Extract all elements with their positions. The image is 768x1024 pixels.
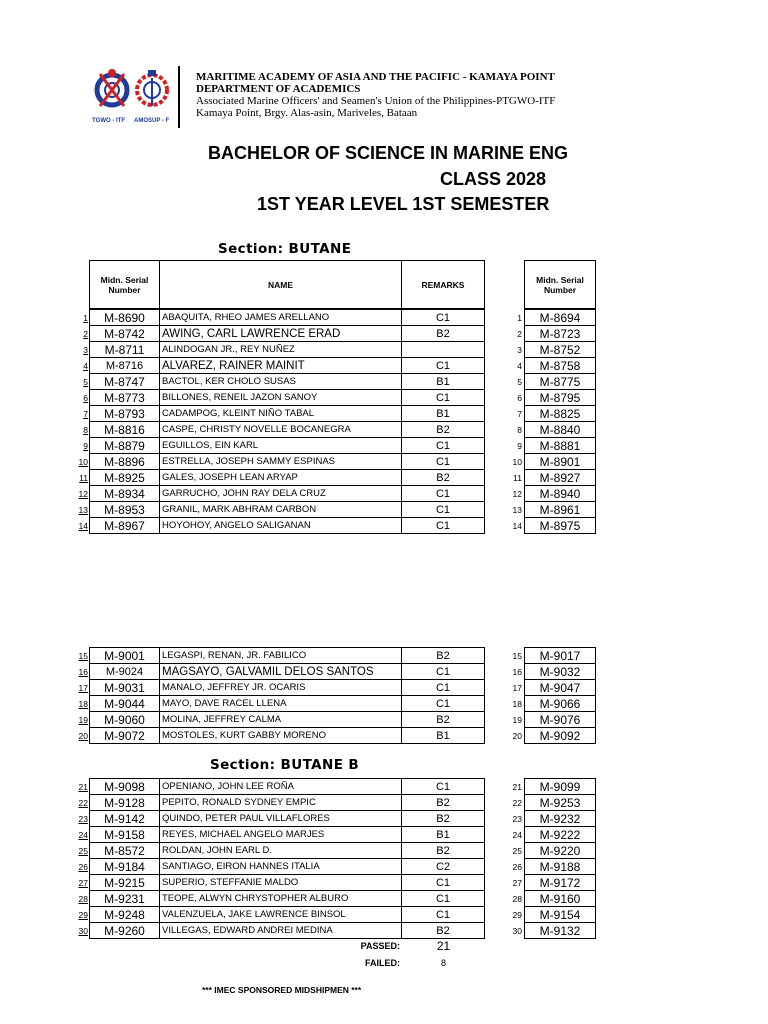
serial-cell: M-8967 <box>90 518 160 534</box>
remarks-cell: C1 <box>402 310 485 326</box>
table-row <box>90 310 485 326</box>
right-table-row <box>525 342 596 358</box>
serial-cell: M-8934 <box>90 486 160 502</box>
right-table-row <box>525 374 596 390</box>
right-serial-cell: M-8775 <box>525 374 596 390</box>
right-row-number: 23 <box>512 814 522 824</box>
passed-label: PASSED: <box>360 941 400 951</box>
tgwo-emblem <box>97 69 127 106</box>
serial-cell: M-8816 <box>90 422 160 438</box>
remarks-cell: C1 <box>402 779 485 795</box>
right-row-number: 11 <box>513 473 522 483</box>
right-table-row <box>525 827 596 843</box>
name-cell: EGUILLOS, EIN KARL <box>160 438 402 454</box>
right-serial-cell: M-8881 <box>525 438 596 454</box>
serial-cell: M-9215 <box>90 875 160 891</box>
table-row <box>90 811 485 827</box>
serial-cell: M-9231 <box>90 891 160 907</box>
right-table-row <box>525 664 596 680</box>
remarks-cell: B2 <box>402 648 485 664</box>
row-number: 7 <box>83 409 88 419</box>
right-table-row <box>525 310 596 326</box>
roster-table-block-2 <box>89 647 485 744</box>
row-number: 16 <box>78 667 88 677</box>
row-number: 27 <box>78 878 88 888</box>
table-row <box>90 374 485 390</box>
remarks-cell: C1 <box>402 680 485 696</box>
right-serial-column-header: Midn. Serial Number <box>525 261 596 309</box>
right-table-row <box>525 811 596 827</box>
right-serial-cell: M-8961 <box>525 502 596 518</box>
table-row <box>90 326 485 342</box>
row-number: 19 <box>78 715 88 725</box>
name-cell: ALINDOGAN JR., REY NUÑEZ <box>160 342 402 358</box>
table-row <box>90 438 485 454</box>
right-serial-cell: M-9154 <box>525 907 596 923</box>
right-table-row <box>525 859 596 875</box>
name-cell: GARRUCHO, JOHN RAY DELA CRUZ <box>160 486 402 502</box>
right-row-number: 30 <box>512 926 522 936</box>
remarks-cell: C1 <box>402 907 485 923</box>
name-cell: ESTRELLA, JOSEPH SAMMY ESPINAS <box>160 454 402 470</box>
right-serial-cell: M-8927 <box>525 470 596 486</box>
table-row <box>90 875 485 891</box>
table-row <box>90 342 485 358</box>
table-row <box>90 680 485 696</box>
row-number: 25 <box>78 846 88 856</box>
name-cell: VALENZUELA, JAKE LAWRENCE BINSOL <box>160 907 402 923</box>
right-row-number: 6 <box>517 393 522 403</box>
name-cell: MOSTOLES, KURT GABBY MORENO <box>160 728 402 744</box>
right-table-row <box>525 486 596 502</box>
right-table-row <box>525 728 596 744</box>
right-serial-cell: M-9092 <box>525 728 596 744</box>
serial-cell: M-9098 <box>90 779 160 795</box>
failed-count: 8 <box>440 958 446 968</box>
name-cell: BILLONES, RENEIL JAZON SANOY <box>160 390 402 406</box>
right-row-number: 27 <box>512 878 522 888</box>
row-number: 2 <box>83 329 88 339</box>
name-cell: MAYO, DAVE RACEL LLENA <box>160 696 402 712</box>
name-cell: TEOPE, ALWYN CHRYSTOPHER ALBURO <box>160 891 402 907</box>
right-serial-cell: M-9188 <box>525 859 596 875</box>
right-serial-cell: M-9132 <box>525 923 596 939</box>
institution-name: MARITIME ACADEMY OF ASIA AND THE PACIFIC - KAMAYA POINT <box>196 71 555 83</box>
serial-cell: M-9001 <box>90 648 160 664</box>
remarks-cell: C1 <box>402 696 485 712</box>
right-row-number: 15 <box>512 651 522 661</box>
remarks-column-header: REMARKS <box>402 261 485 309</box>
serial-cell: M-8716 <box>90 358 160 374</box>
right-table-row <box>525 843 596 859</box>
roster-header-table <box>89 260 485 309</box>
right-row-number: 8 <box>517 425 522 435</box>
serial-cell: M-9072 <box>90 728 160 744</box>
address: Kamaya Point, Brgy. Alas-asin, Mariveles, Bataan <box>196 107 418 119</box>
name-cell: GALES, JOSEPH LEAN ARYAP <box>160 470 402 486</box>
right-serial-cell: M-9222 <box>525 827 596 843</box>
right-serial-cell: M-8723 <box>525 326 596 342</box>
serial-cell: M-8747 <box>90 374 160 390</box>
name-cell: MAGSAYO, GALVAMIL DELOS SANTOS <box>160 664 402 680</box>
right-table-row <box>525 502 596 518</box>
table-row <box>90 470 485 486</box>
row-number: 21 <box>78 782 88 792</box>
table-row <box>90 502 485 518</box>
serial-cell: M-8690 <box>90 310 160 326</box>
serial-cell: M-9142 <box>90 811 160 827</box>
row-number: 8 <box>83 425 88 435</box>
remarks-cell: C1 <box>402 358 485 374</box>
right-serial-cell: M-8758 <box>525 358 596 374</box>
department-name: DEPARTMENT OF ACADEMICS <box>196 83 361 95</box>
table-row <box>90 696 485 712</box>
serial-cell: M-9031 <box>90 680 160 696</box>
right-row-number: 13 <box>512 505 522 515</box>
right-table-row <box>525 648 596 664</box>
program-title: BACHELOR OF SCIENCE IN MARINE ENG <box>208 143 569 163</box>
right-table-row <box>525 454 596 470</box>
name-cell: MANALO, JEFFREY JR. OCARIS <box>160 680 402 696</box>
name-column-header: NAME <box>160 261 402 309</box>
right-table-row <box>525 422 596 438</box>
row-number: 3 <box>83 345 88 355</box>
row-number: 18 <box>78 699 88 709</box>
row-number: 11 <box>79 473 88 483</box>
table-row <box>90 422 485 438</box>
roster-table-block-1 <box>89 309 485 534</box>
header-divider <box>178 66 180 128</box>
right-serial-cell: M-9017 <box>525 648 596 664</box>
right-row-number: 20 <box>512 731 522 741</box>
row-number: 1 <box>83 313 88 323</box>
table-row <box>90 454 485 470</box>
amosup-emblem <box>137 70 167 106</box>
remarks-cell: B2 <box>402 811 485 827</box>
serial-cell: M-9060 <box>90 712 160 728</box>
remarks-cell: B2 <box>402 326 485 342</box>
class-title: CLASS 2028 <box>440 169 547 189</box>
right-roster-table-block-2 <box>524 647 596 744</box>
row-number: 28 <box>78 894 88 904</box>
remarks-cell: C1 <box>402 454 485 470</box>
right-row-number: 14 <box>512 521 522 531</box>
name-cell: MOLINA, JEFFREY CALMA <box>160 712 402 728</box>
right-serial-cell: M-9253 <box>525 795 596 811</box>
right-row-number: 25 <box>512 846 522 856</box>
right-roster-table-block-1 <box>524 309 596 534</box>
remarks-cell <box>402 342 485 358</box>
name-cell: ABAQUITA, RHEO JAMES ARELLANO <box>160 310 402 326</box>
right-table-row <box>525 907 596 923</box>
row-number: 23 <box>78 814 88 824</box>
right-table-row <box>525 680 596 696</box>
right-table-row <box>525 923 596 939</box>
footer-note: *** IMEC SPONSORED MIDSHIPMEN *** <box>202 985 362 995</box>
name-cell: GRANIL, MARK ABHRAM CARBON <box>160 502 402 518</box>
row-number: 5 <box>83 377 88 387</box>
logo-right-caption: AMOSUP - F <box>134 118 170 124</box>
table-row <box>90 827 485 843</box>
right-row-number: 28 <box>512 894 522 904</box>
row-number: 24 <box>78 830 88 840</box>
serial-cell: M-8896 <box>90 454 160 470</box>
table-row <box>90 648 485 664</box>
remarks-cell: C1 <box>402 438 485 454</box>
name-cell: REYES, MICHAEL ANGELO MARJES <box>160 827 402 843</box>
remarks-cell: B1 <box>402 374 485 390</box>
table-row <box>90 891 485 907</box>
row-number: 26 <box>78 862 88 872</box>
serial-cell: M-8572 <box>90 843 160 859</box>
remarks-cell: C1 <box>402 486 485 502</box>
name-cell: VILLEGAS, EDWARD ANDREI MEDINA <box>160 923 402 939</box>
serial-cell: M-8711 <box>90 342 160 358</box>
table-row <box>90 664 485 680</box>
logo-left-caption: TGWO - ITF <box>92 118 125 124</box>
name-cell: SUPERIO, STEFFANIE MALDO <box>160 875 402 891</box>
table-row <box>90 728 485 744</box>
table-row <box>90 843 485 859</box>
row-number: 15 <box>78 651 88 661</box>
right-row-number: 1 <box>517 313 522 323</box>
name-cell: AWING, CARL LAWRENCE ERAD <box>160 326 402 342</box>
row-number: 14 <box>78 521 88 531</box>
serial-cell: M-8953 <box>90 502 160 518</box>
table-row <box>90 358 485 374</box>
remarks-cell: B1 <box>402 827 485 843</box>
right-table-row <box>525 875 596 891</box>
remarks-cell: B2 <box>402 712 485 728</box>
right-row-number: 5 <box>517 377 522 387</box>
remarks-cell: C1 <box>402 518 485 534</box>
right-serial-cell: M-8840 <box>525 422 596 438</box>
serial-cell: M-9260 <box>90 923 160 939</box>
right-row-number: 19 <box>512 715 522 725</box>
right-table-row <box>525 326 596 342</box>
passed-count: 21 <box>436 939 451 953</box>
right-table-row <box>525 406 596 422</box>
right-row-number: 29 <box>512 910 522 920</box>
name-cell: CADAMPOG, KLEINT NIÑO TABAL <box>160 406 402 422</box>
remarks-cell: C1 <box>402 891 485 907</box>
right-row-number: 12 <box>512 489 522 499</box>
table-row <box>90 779 485 795</box>
right-row-number: 4 <box>517 361 522 371</box>
serial-cell: M-9184 <box>90 859 160 875</box>
remarks-cell: C1 <box>402 875 485 891</box>
right-table-row <box>525 358 596 374</box>
row-number: 10 <box>78 457 88 467</box>
row-number: 20 <box>78 731 88 741</box>
remarks-cell: B1 <box>402 406 485 422</box>
right-table-row <box>525 795 596 811</box>
serial-cell: M-8773 <box>90 390 160 406</box>
right-row-number: 21 <box>512 782 522 792</box>
remarks-cell: B2 <box>402 923 485 939</box>
remarks-cell: B2 <box>402 843 485 859</box>
right-serial-cell: M-9047 <box>525 680 596 696</box>
right-serial-cell: M-9099 <box>525 779 596 795</box>
right-serial-cell: M-8940 <box>525 486 596 502</box>
right-table-row <box>525 438 596 454</box>
right-roster-table-block-3 <box>524 778 596 939</box>
right-serial-cell: M-9220 <box>525 843 596 859</box>
roster-table-block-3 <box>89 778 485 939</box>
right-serial-cell: M-9160 <box>525 891 596 907</box>
right-row-number: 10 <box>512 457 522 467</box>
right-row-number: 7 <box>517 409 522 419</box>
remarks-cell: C1 <box>402 390 485 406</box>
level-title: 1ST YEAR LEVEL 1ST SEMESTER <box>257 194 550 214</box>
serial-cell: M-9248 <box>90 907 160 923</box>
right-row-number: 2 <box>517 329 522 339</box>
table-row <box>90 406 485 422</box>
right-row-number: 17 <box>512 683 522 693</box>
right-row-number: 18 <box>512 699 522 709</box>
right-table-row <box>525 712 596 728</box>
name-cell: QUINDO, PETER PAUL VILLAFLORES <box>160 811 402 827</box>
remarks-cell: C2 <box>402 859 485 875</box>
right-serial-cell: M-9076 <box>525 712 596 728</box>
right-table-row <box>525 390 596 406</box>
serial-cell: M-9128 <box>90 795 160 811</box>
serial-cell: M-8793 <box>90 406 160 422</box>
right-serial-cell: M-9232 <box>525 811 596 827</box>
right-row-number: 3 <box>517 345 522 355</box>
right-row-number: 9 <box>517 441 522 451</box>
row-number: 6 <box>83 393 88 403</box>
table-row <box>90 390 485 406</box>
serial-cell: M-8742 <box>90 326 160 342</box>
row-number: 13 <box>78 505 88 515</box>
academy-logo <box>92 66 174 128</box>
right-serial-cell: M-8752 <box>525 342 596 358</box>
right-serial-cell: M-9032 <box>525 664 596 680</box>
right-serial-cell: M-8901 <box>525 454 596 470</box>
right-row-number: 26 <box>512 862 522 872</box>
right-row-number: 22 <box>512 798 522 808</box>
name-cell: ALVAREZ, RAINER MAINIT <box>160 358 402 374</box>
failed-label: FAILED: <box>365 958 400 968</box>
name-cell: PEPITO, RONALD SYDNEY EMPIC <box>160 795 402 811</box>
table-row <box>90 518 485 534</box>
union-name: Associated Marine Officers' and Seamen's Union of the Philippines-PTGWO-ITF <box>196 95 556 107</box>
remarks-cell: C1 <box>402 664 485 680</box>
right-table-row <box>525 470 596 486</box>
right-table-row <box>525 696 596 712</box>
row-number: 22 <box>78 798 88 808</box>
remarks-cell: C1 <box>402 502 485 518</box>
right-table-row <box>525 518 596 534</box>
right-roster-header-table <box>524 260 596 309</box>
remarks-cell: B2 <box>402 470 485 486</box>
table-row <box>90 712 485 728</box>
section-butane-heading: Section: BUTANE <box>218 241 352 257</box>
right-table-row <box>525 779 596 795</box>
serial-cell: M-9024 <box>90 664 160 680</box>
name-cell: HOYOHOY, ANGELO SALIGANAN <box>160 518 402 534</box>
remarks-cell: B1 <box>402 728 485 744</box>
serial-cell: M-8879 <box>90 438 160 454</box>
name-cell: LEGASPI, RENAN, JR. FABILICO <box>160 648 402 664</box>
row-number: 4 <box>83 361 88 371</box>
right-serial-cell: M-8795 <box>525 390 596 406</box>
right-row-number: 24 <box>512 830 522 840</box>
right-serial-cell: M-8975 <box>525 518 596 534</box>
row-number: 9 <box>83 441 88 451</box>
name-cell: OPENIANO, JOHN LEE ROÑA <box>160 779 402 795</box>
right-row-number: 16 <box>512 667 522 677</box>
right-serial-cell: M-8825 <box>525 406 596 422</box>
right-serial-cell: M-9066 <box>525 696 596 712</box>
serial-cell: M-9158 <box>90 827 160 843</box>
table-row <box>90 859 485 875</box>
row-number: 30 <box>78 926 88 936</box>
right-serial-cell: M-8694 <box>525 310 596 326</box>
right-table-row <box>525 891 596 907</box>
serial-column-header: Midn. Serial Number <box>90 261 160 309</box>
table-row <box>90 795 485 811</box>
table-row <box>90 907 485 923</box>
name-cell: BACTOL, KER CHOLO SUSAS <box>160 374 402 390</box>
name-cell: CASPE, CHRISTY NOVELLE BOCANEGRA <box>160 422 402 438</box>
row-number: 29 <box>78 910 88 920</box>
row-number: 17 <box>78 683 88 693</box>
serial-cell: M-8925 <box>90 470 160 486</box>
right-serial-cell: M-9172 <box>525 875 596 891</box>
serial-cell: M-9044 <box>90 696 160 712</box>
table-row <box>90 486 485 502</box>
remarks-cell: B2 <box>402 795 485 811</box>
table-row <box>90 923 485 939</box>
remarks-cell: B2 <box>402 422 485 438</box>
name-cell: ROLDAN, JOHN EARL D. <box>160 843 402 859</box>
name-cell: SANTIAGO, EIRON HANNES ITALIA <box>160 859 402 875</box>
row-number: 12 <box>78 489 88 499</box>
section-butane-b-heading: Section: BUTANE B <box>210 757 360 773</box>
